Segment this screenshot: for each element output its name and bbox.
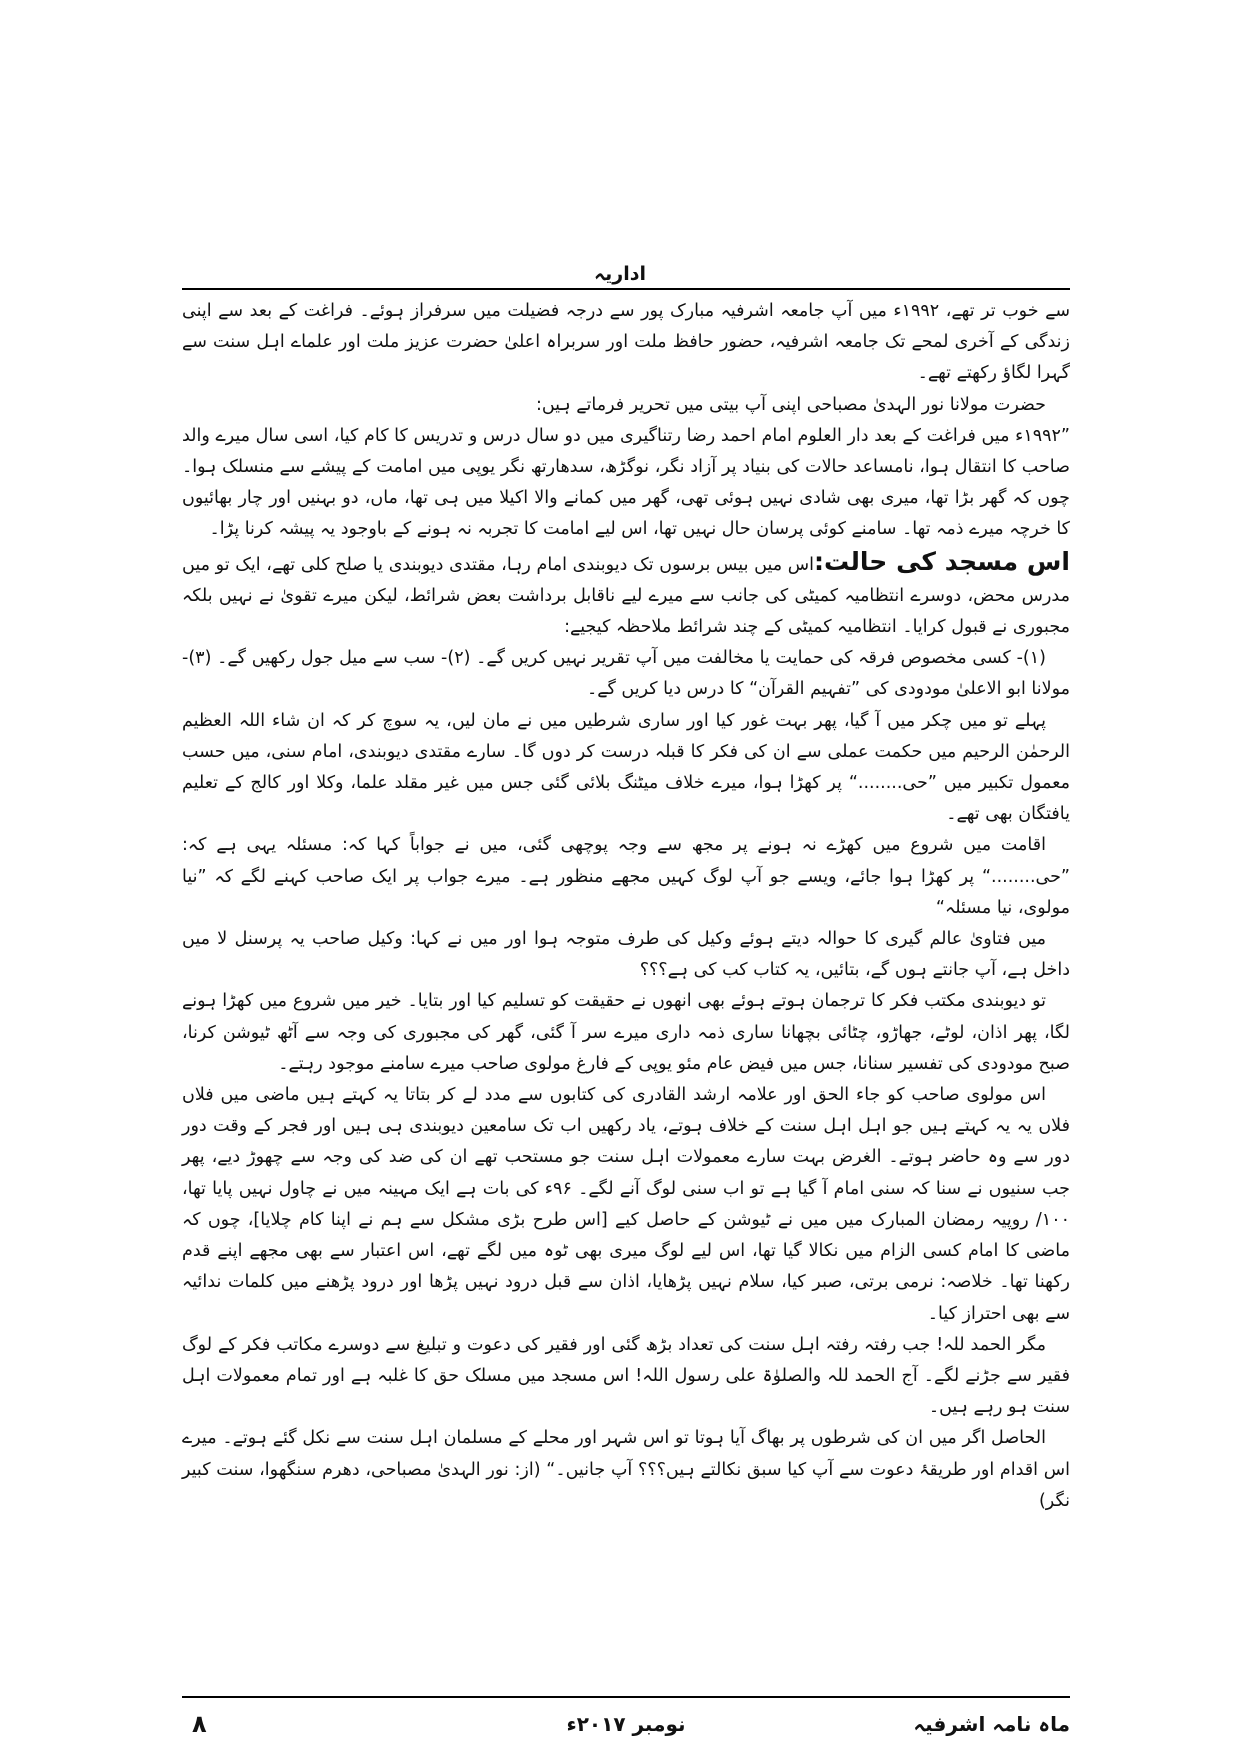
quote-paragraph: ”۱۹۹۲ء میں فراغت کے بعد دار العلوم امام احمد رضا رتناگیری میں دو سال درس و تدریس کا کام کیا، اسی سال میرے والد صاحب کا انتقال ہوا، نامساعد حالات کی بنیاد پر آزاد نگر، نوگڑھ، سدھارتھ نگر یوپی میں امامت کے پیشے سے منسلک ہوا۔ چوں کہ گھر بڑا تھا، میری بھی شادی نہیں ہوئی تھی، گھر میں کمانے والا اکیلا میں ہی تھا، ماں، دو بہنیں اور چار بھائیوں کا خرچہ میرے ذمہ تھا۔ سامنے کوئی پرسان حال نہیں تھا، اس لیے امامت کا تجربہ نہ ہونے کے باوجود یہ پیشہ کرنا پڑا۔ [182, 425, 1070, 540]
paragraph [182, 546, 1070, 644]
paragraph: الحاصل اگر میں ان کی شرطوں پر بھاگ آیا ہوتا تو اس شہر اور محلے کے مسلمان اہل سنت سے نکل گئے ہوتے۔ میرے اس اقدام اور طریقۂ دعوت سے آپ کیا سبق نکالتے ہیں؟؟؟ آپ جانیں۔“ (از: نور الہدیٰ مصباحی، دھرم سنگھوا، سنت کبیر نگر) [182, 1428, 1070, 1511]
article-body [182, 296, 1070, 1517]
paragraph: پہلے تو میں چکر میں آ گیا، پھر بہت غور کیا اور ساری شرطیں میں نے مان لیں، یہ سوچ کر کہ ان شاء اللہ العظیم الرحمٰن الرحیم میں حکمت عملی سے ان کی فکر کا قبلہ درست کر دوں گا۔ سارے مقتدی دیوبندی، امام سنی، میں حسب معمول تکبیر میں ”حی........“ پر کھڑا ہوا، میرے خلاف میٹنگ بلائی گئی جس میں غیر مقلد علما، وکلا اور کالج کے تعلیم یافتگان بھی تھے۔ [182, 710, 1070, 825]
magazine-name: ماہ نامہ اشرفیہ [913, 1712, 1070, 1736]
paragraph: تو دیوبندی مکتب فکر کا ترجمان ہوتے ہوئے بھی انھوں نے حقیقت کو تسلیم کیا اور بتایا۔ خیر میں شروع میں کھڑا ہونے لگا، پھر اذان، لوٹے، جھاڑو، چٹائی بچھانا ساری ذمہ داری میرے سر آ گئی، گھر کی مجبوری کی وجہ سے آٹھ ٹیوشن کرنا، صبح مودودی کی تفسیر سنانا، جس میں فیض عام مئو یوپی کے فارغ مولوی صاحب میرے سامنے موجود رہتے۔ [182, 991, 1070, 1074]
paragraph: سے خوب تر تھے، ۱۹۹۲ء میں آپ جامعہ اشرفیہ مبارک پور سے درجہ فضیلت میں سرفراز ہوئے۔ فراغت کے بعد سے اپنی زندگی کے آخری لمحے تک جامعہ اشرفیہ، حضور حافظ ملت اور سربراہ اعلیٰ حضرت عزیز ملت اور علماے اہل سنت سے گہرا لگاؤ رکھتے تھے۔ [182, 301, 1070, 384]
paragraph: اس مولوی صاحب کو جاء الحق اور علامہ ارشد القادری کی کتابوں سے مدد لے کر بتاتا یہ کہتے ہیں ماضی میں فلاں فلاں یہ یہ کہتے ہیں جو اہل اہل سنت کے خلاف ہوتے، یاد رکھیں اب تک سامعین دیوبندی ہی ہیں اور فجر کے وقت دور دور سے وہ حاضر ہوتے۔ الغرض بہت سارے معمولات اہل سنت جو مستحب تھے ان کی ضد کی وجہ سے چھوڑ دیے، پھر جب سنیوں نے سنا کہ سنی امام آ گیا ہے تو اب سنی لوگ آنے لگے۔ ۹۶ء کی بات ہے ایک مہینہ میں نے چاول نہیں پایا تھا، ۱۰۰/ روپیہ رمضان المبارک میں میں نے ٹیوشن کے حاصل کیے [اس طرح بڑی مشکل سے ہم نے اپنا کام چلایا]، چوں کہ ماضی کا امام کسی الزام میں نکالا گیا تھا، اس لیے لوگ میری بھی ٹوہ میں لگے تھے، اس اعتبار سے بھی مجھے اپنے قدم رکھنا تھا۔ خلاصہ: نرمی برتی، صبر کیا، سلام نہیں پڑھایا، اذان سے قبل درود نہیں پڑھا اور درود پڑھنے میں کلمات ندائیہ سے بھی احتراز کیا۔ [182, 1085, 1070, 1324]
paragraph: اقامت میں شروع میں کھڑے نہ ہونے پر مجھ سے وجہ پوچھی گئی، میں نے جواباً کہا کہ: مسئلہ یہی ہے کہ: ”حی........“ پر کھڑا ہوا جائے، ویسے جو آپ لوگ کہیں مجھے منظور ہے۔ میرے جواب پر ایک صاحب کہنے لگے کہ ”نیا مولوی، نیا مسئلہ“ [182, 835, 1070, 918]
paragraph: میں فتاویٰ عالم گیری کا حوالہ دیتے ہوئے وکیل کی طرف متوجہ ہوا اور میں نے کہا: وکیل صاحب یہ پرسنل لا میں داخل ہے، آپ جانتے ہوں گے، بتائیں، یہ کتاب کب کی ہے؟؟؟ [182, 929, 1070, 981]
page-number: ۸ [192, 1710, 207, 1738]
conditions-list: (۱)- کسی مخصوص فرقہ کی حمایت یا مخالفت میں آپ تقریر نہیں کریں گے۔ (۲)- سب سے میل جول رکھیں گے۔ (۳)- مولانا ابو الاعلیٰ مودودی کی ”تفہیم القرآن“ کا درس دیا کریں گے۔ [182, 648, 1070, 700]
paragraph-text: اس میں بیس برسوں تک دیوبندی امام رہا، مقتدی دیوبندی یا صلح کلی تھے، ایک تو میں مدرس محض، دوسرے انتظامیہ کمیٹی کی جانب سے میرے لیے ناقابل برداشت بعض شرائط، لیکن میرے تقویٰ نے نہیں بلکہ مجبوری نے قبول کرایا۔ انتظامیہ کمیٹی کے چند شرائط ملاحظہ کیجیے: [182, 554, 1070, 638]
subheading: اس مسجد کی حالت: [814, 546, 1070, 576]
section-title: اداریہ [594, 263, 646, 285]
issue-date: نومبر ۲۰۱۷ء [566, 1712, 686, 1736]
footer-rule [182, 1696, 1070, 1698]
paragraph: مگر الحمد للہ! جب رفتہ رفتہ اہل سنت کی تعداد بڑھ گئی اور فقیر کی دعوت و تبلیغ سے دوسرے مکاتب فکر کے لوگ فقیر سے جڑنے لگے۔ آج الحمد للہ والصلوٰۃ علی رسول اللہ! اس مسجد میں مسلک حق کا غلبہ ہے اور تمام معمولات اہل سنت ہو رہے ہیں۔ [182, 1334, 1070, 1418]
page-footer [182, 1712, 1070, 1742]
header-rule [182, 288, 1070, 290]
paragraph: حضرت مولانا نور الہدیٰ مصباحی اپنی آپ بیتی میں تحریر فرماتے ہیں: [535, 394, 1046, 415]
